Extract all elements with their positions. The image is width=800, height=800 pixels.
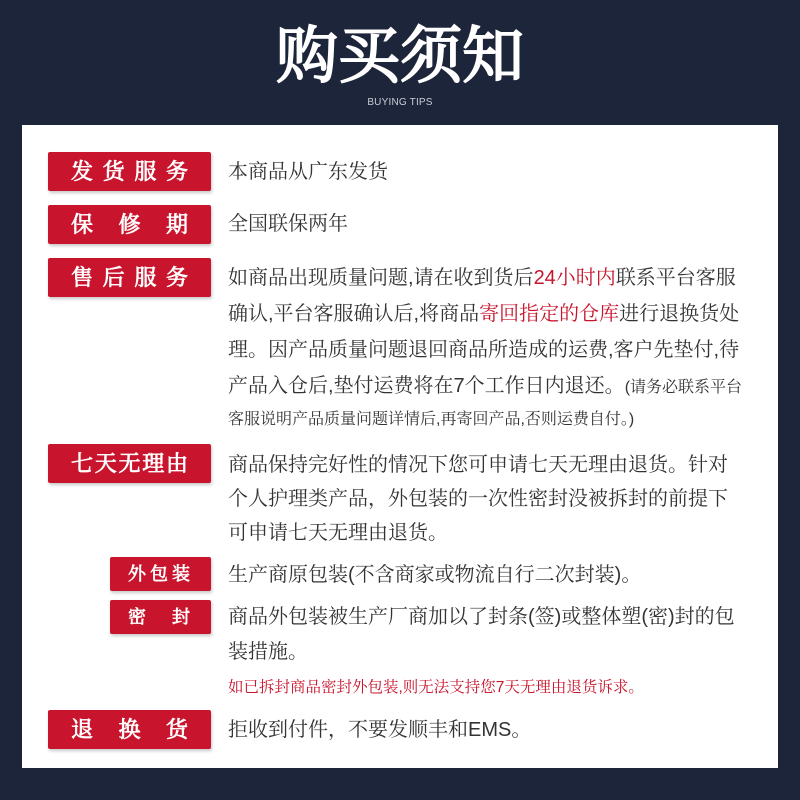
- after-sales-text: 产品入仓后,垫付运费将在7个工作日内退还。: [228, 375, 625, 397]
- label-shipping: 发货服务: [48, 152, 211, 191]
- text-exchange: 拒收到付件，不要发顺丰和EMS。: [228, 719, 532, 741]
- after-sales-footnote: 客服说明产品质量问题详情后,再寄回产品,否则运费自付。): [228, 411, 635, 428]
- after-sales-line: [228, 368, 742, 406]
- highlight-24-hours: 24小时内: [533, 267, 616, 289]
- seven-day-return-line: 商品保持完好性的情况下您可申请七天无理由退货。针对: [228, 454, 728, 476]
- label-warranty: 保修期: [48, 205, 211, 244]
- after-sales-line: [228, 332, 742, 368]
- page-title: 购买须知: [275, 22, 524, 91]
- after-sales-text: 联系平台客服: [615, 267, 736, 289]
- text-shipping: 本商品从广东发货: [228, 161, 388, 183]
- seal-line: 装措施。: [228, 641, 308, 663]
- after-sales-footnote: (请务必联系平台: [624, 379, 743, 396]
- label-exchange: 退换货: [48, 710, 211, 749]
- seal-line: 商品外包装被生产厂商加以了封条(签)或整体塑(密)封的包: [228, 606, 735, 628]
- text-after-sales: [228, 260, 742, 434]
- page-subtitle: BUYING TIPS: [367, 97, 433, 108]
- after-sales-line: [228, 296, 742, 332]
- text-seal: [228, 600, 735, 670]
- after-sales-text: 理。因产品质量问题退回商品所造成的运费,客户先垫付,待: [228, 339, 740, 361]
- label-after-sales: 售后服务: [48, 258, 211, 297]
- unsealed-warning-note: 如已拆封商品密封外包装,则无法支持您7天无理由退货诉求。: [228, 679, 644, 696]
- after-sales-text: 确认,平台客服确认后,将商品: [228, 303, 480, 325]
- info-card: [22, 125, 778, 768]
- seven-day-return-line: 个人护理类产品，外包装的一次性密封没被拆封的前提下: [228, 488, 728, 510]
- after-sales-text: 进行退换货处: [619, 303, 740, 325]
- seven-day-return-line: 可申请七天无理由退货。: [228, 522, 448, 544]
- highlight-return-warehouse: 寄回指定的仓库: [479, 303, 620, 325]
- after-sales-line: [228, 406, 742, 434]
- label-seal: 密封: [110, 600, 211, 634]
- text-warranty: 全国联保两年: [228, 213, 348, 235]
- text-seven-day-return: [228, 448, 728, 550]
- label-seven-day-return: 七天无理由: [48, 444, 211, 483]
- after-sales-line: [228, 260, 742, 296]
- text-outer-packaging: 生产商原包装(不含商家或物流自行二次封装)。: [228, 564, 642, 586]
- label-outer-packaging: 外包装: [110, 557, 211, 591]
- after-sales-text: 如商品出现质量问题,请在收到货后: [228, 267, 534, 289]
